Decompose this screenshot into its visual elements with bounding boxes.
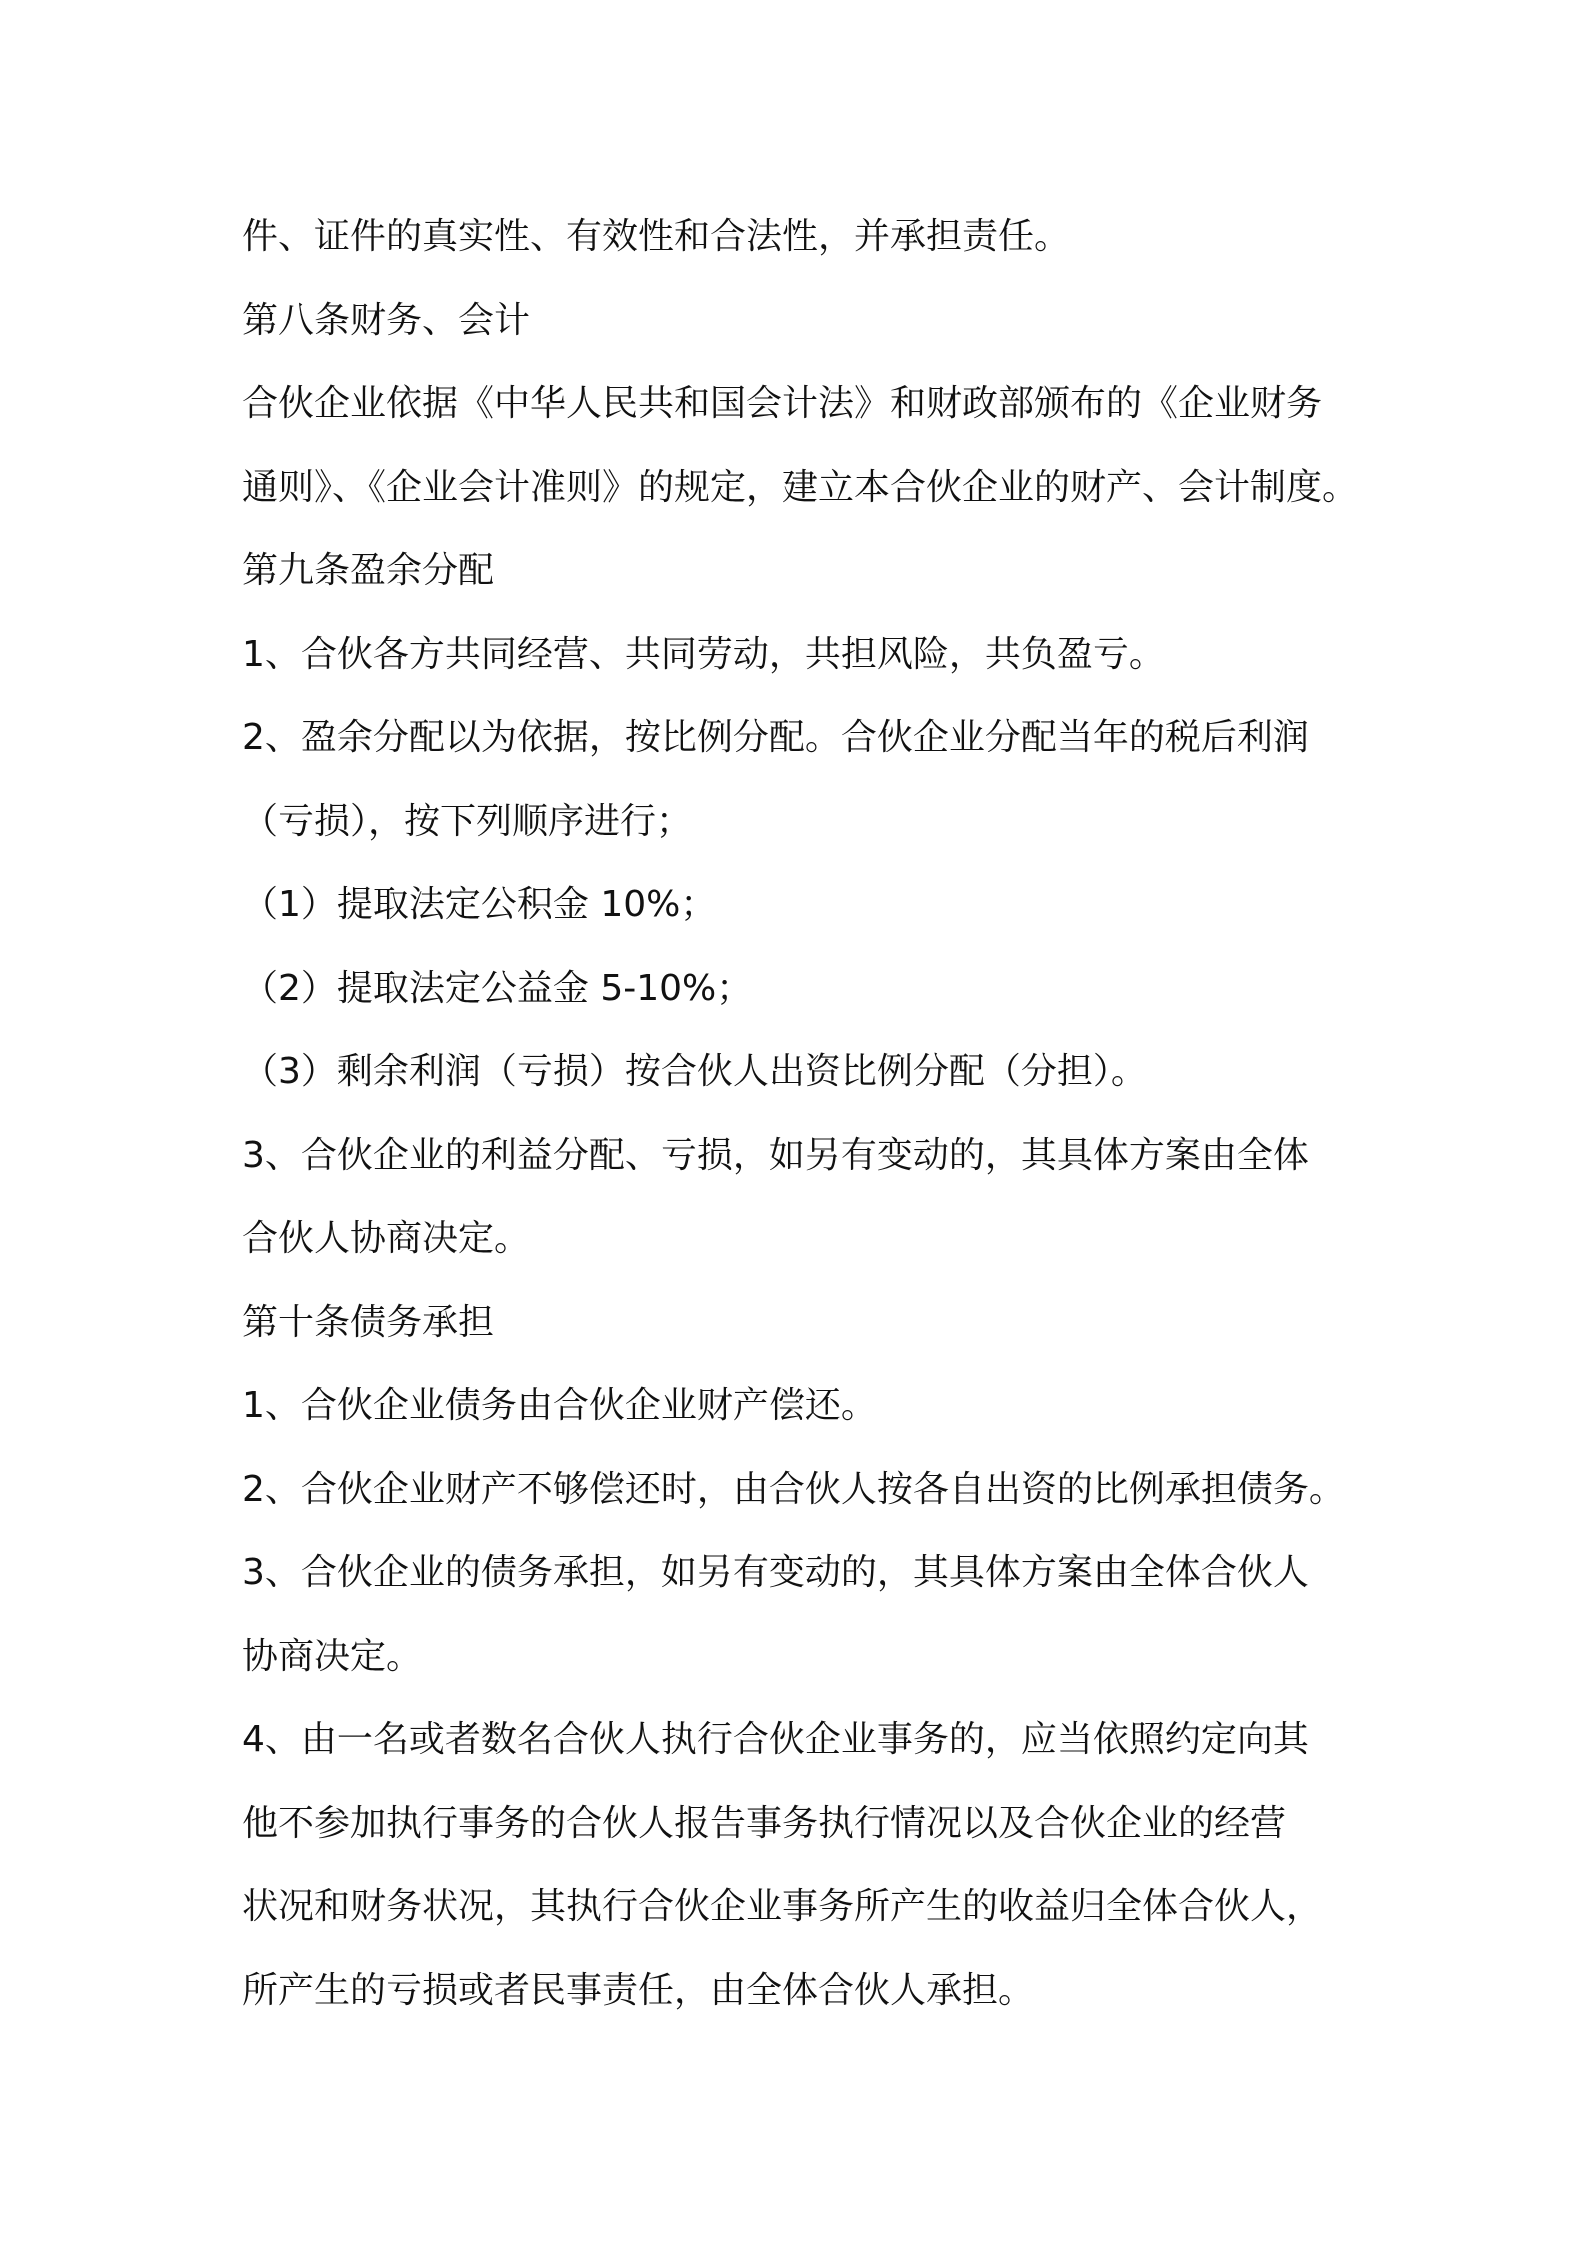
text-line: （2）提取法定公益金 5-10%； <box>242 967 753 1009</box>
text-line: 3、合伙企业的债务承担，如另有变动的，其具体方案由全体合伙人 <box>242 1552 1309 1593</box>
text-line: 状况和财务状况，其执行合伙企业事务所产生的收益归全体合伙人， <box>242 1886 1323 1927</box>
text-line: 2、盈余分配以为依据，按比例分配。合伙企业分配当年的税后利润 <box>242 717 1309 758</box>
text-line: 通则》、《企业会计准则》的规定，建立本合伙企业的财产、会计制度。 <box>242 466 1359 508</box>
text-line: 1、合伙企业债务由合伙企业财产偿还。 <box>242 1385 877 1426</box>
text-line: 所产生的亏损或者民事责任，由全体合伙人承担。 <box>242 1969 1035 2011</box>
text-line: 3、合伙企业的利益分配、亏损，如另有变动的，其具体方案由全体 <box>242 1134 1309 1176</box>
text-line: 协商决定。 <box>242 1635 423 1677</box>
text-line: 2、合伙企业财产不够偿还时，由合伙人按各自出资的比例承担债务。 <box>242 1468 1345 1510</box>
text-line: 4、由一名或者数名合伙人执行合伙企业事务的，应当依照约定向其 <box>242 1719 1309 1760</box>
text-line: （3）剩余利润（亏损）按合伙人出资比例分配（分担）。 <box>242 1051 1147 1092</box>
text-line: 他不参加执行事务的合伙人报告事务执行情况以及合伙企业的经营 <box>242 1802 1287 1844</box>
text-line: 合伙企业依据《中华人民共和国会计法》和财政部颁布的《企业财务 <box>242 383 1323 424</box>
text-line: （亏损），按下列顺序进行； <box>242 800 693 842</box>
text-line: （1）提取法定公积金 10%； <box>242 884 717 925</box>
article-heading: 第八条财务、会计 <box>242 299 531 341</box>
text-line: 件、证件的真实性、有效性和合法性，并承担责任。 <box>242 216 1071 257</box>
text-line: 1、合伙各方共同经营、共同劳动，共担风险，共负盈亏。 <box>242 633 1165 675</box>
document-body <box>242 195 1362 2032</box>
article-heading: 第九条盈余分配 <box>242 550 495 591</box>
text-line: 合伙人协商决定。 <box>242 1218 531 1259</box>
article-heading: 第十条债务承担 <box>242 1301 495 1343</box>
